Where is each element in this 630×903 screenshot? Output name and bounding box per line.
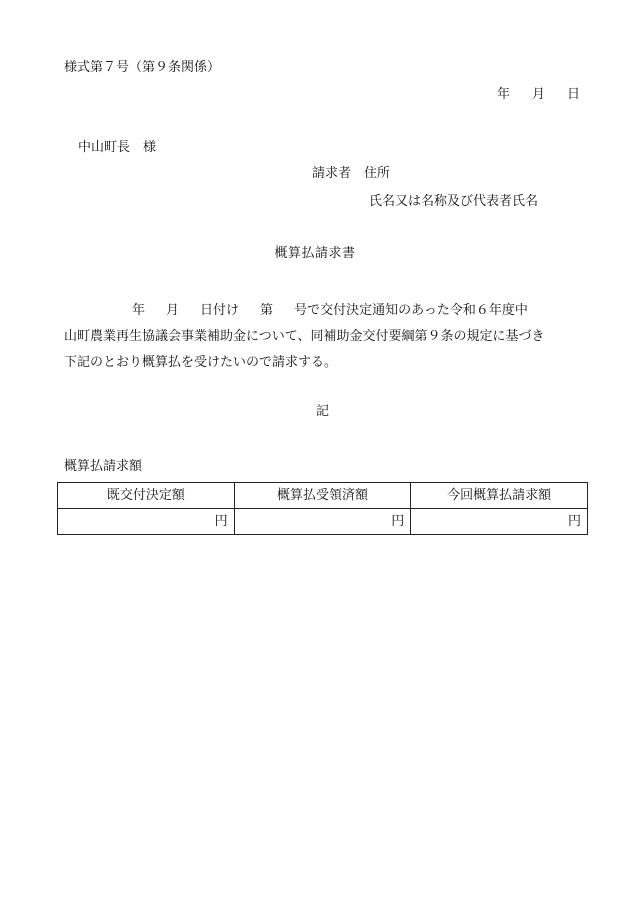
header-approved-amount: 既交付決定額 bbox=[58, 483, 235, 509]
requester-address bbox=[312, 167, 390, 180]
ki-marker: 記 bbox=[315, 404, 329, 419]
amount-table bbox=[57, 482, 588, 535]
header-request-amount: 今回概算払請求額 bbox=[411, 483, 588, 509]
header-received-amount: 概算払受領済額 bbox=[234, 483, 411, 509]
date-day: 日 bbox=[566, 87, 580, 102]
date-year: 年 bbox=[496, 87, 510, 102]
address-label: 住所 bbox=[364, 166, 391, 181]
document-title: 概算払請求書 bbox=[274, 246, 356, 261]
body-line-2: 山町農業再生協議会事業補助金について、同補助金交付要綱第９条の規定に基づき bbox=[64, 329, 545, 344]
addressee bbox=[78, 141, 156, 154]
body-line-1 bbox=[64, 298, 586, 324]
body-month: 月 bbox=[166, 303, 180, 318]
date-month: 月 bbox=[531, 87, 545, 102]
requester-label: 請求者 bbox=[312, 166, 352, 181]
table-header-row bbox=[58, 483, 588, 509]
table-row bbox=[58, 509, 588, 535]
body-text bbox=[64, 298, 586, 376]
body-line-1-rest: 号で交付決定通知のあった令和６年度中 bbox=[294, 303, 528, 318]
table-caption: 概算払請求額 bbox=[64, 459, 143, 474]
addressee-name: 中山町長 bbox=[78, 140, 131, 155]
body-number-prefix: 第 bbox=[260, 303, 274, 318]
body-line-3: 下記のとおり概算払を受けたいので請求する。 bbox=[64, 355, 338, 370]
form-number: 様式第７号（第９条関係） bbox=[64, 60, 221, 75]
cell-approved-amount[interactable]: 円 bbox=[58, 509, 235, 535]
body-year: 年 bbox=[132, 303, 146, 318]
body-day: 日付け bbox=[200, 303, 240, 318]
requester-name-label: 氏名又は名称及び代表者氏名 bbox=[369, 194, 539, 209]
cell-request-amount[interactable]: 円 bbox=[411, 509, 588, 535]
addressee-honorific: 様 bbox=[143, 140, 157, 155]
date-line bbox=[497, 88, 580, 101]
cell-received-amount[interactable]: 円 bbox=[234, 509, 411, 535]
